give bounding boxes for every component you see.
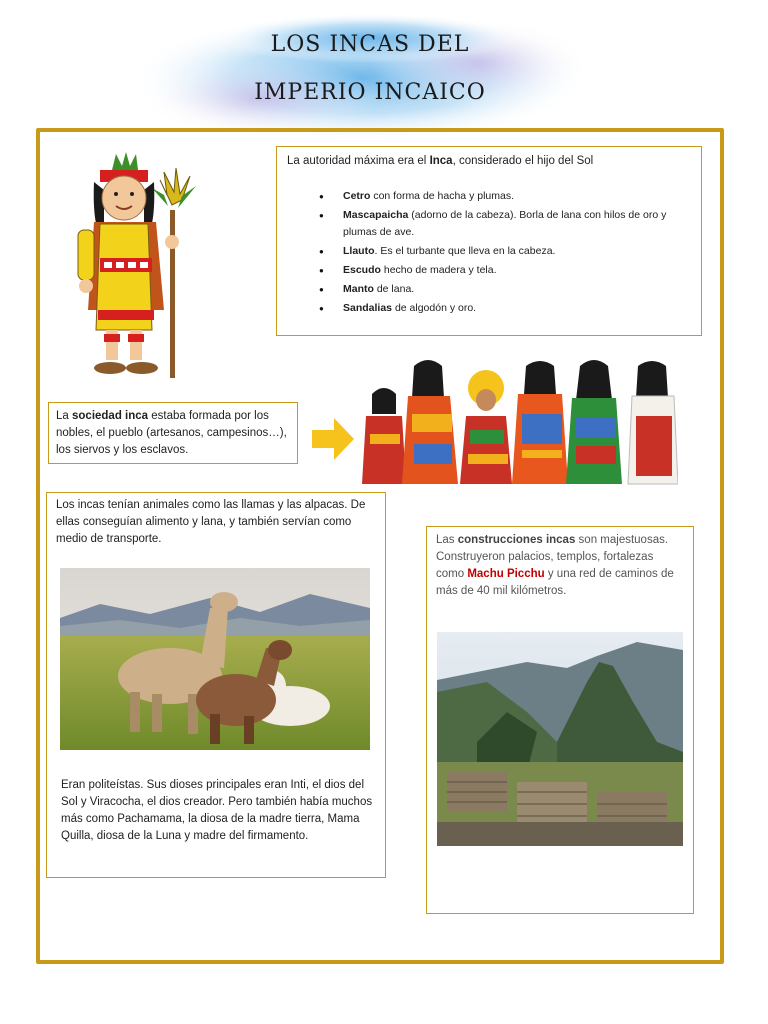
inca-authority-box [276, 146, 702, 336]
list-item: ● Mascapaicha (adorno de la cabeza). Borla de lana con hilos de oro y plumas de ave. [343, 207, 691, 241]
list-item: ● Escudo hecho de madera y tela. [343, 262, 691, 279]
society-box: La sociedad inca estaba formada por los nobles, el pueblo (artesanos, campesinos…), los siervos y los esclavos. [48, 402, 298, 464]
page-title-line-1: LOS INCAS DEL [270, 32, 470, 57]
alpacas-photo [60, 568, 370, 750]
machu-picchu-highlight: Machu Picchu [467, 568, 545, 580]
list-item: ● Llauto. Es el turbante que lleva en la cabeza. [343, 243, 691, 260]
inca-king-illustration [64, 150, 204, 385]
machu-picchu-photo [437, 632, 683, 846]
inca-society-people-illustration [362, 354, 678, 486]
constructions-text: Las construcciones incas son majestuosas. Construyeron palacios, templos, fortalezas como Machu Picchu y una red de caminos de más de 40 mil kilómetros. [436, 534, 674, 597]
list-item: ● Sandalias de algodón y oro. [343, 300, 691, 317]
inca-intro: La autoridad máxima era el Inca, considerado el hijo del Sol [287, 155, 594, 167]
regalia-list [287, 188, 691, 317]
religion-text: Eran politeístas. Sus dioses principales eran Inti, el dios del Sol y Viracocha, el dios creador. Pero también había muchos más como Pachamama, la diosa de la madre tierra, Mama Quilla, diosa de la Luna y madre del firmamento. [61, 779, 373, 842]
page-title-line-2: IMPERIO INCAICO [254, 80, 486, 105]
title-watercolor-background [120, 8, 590, 148]
list-item: ● Manto de lana. [343, 281, 691, 298]
list-item: ● Cetro con forma de hacha y plumas. [343, 188, 691, 205]
animals-text: Los incas tenían animales como las llamas y las alpacas. De ellas conseguían alimento y lana, y también servían como medio de transporte. [56, 499, 366, 545]
arrow-right-icon [310, 416, 356, 462]
